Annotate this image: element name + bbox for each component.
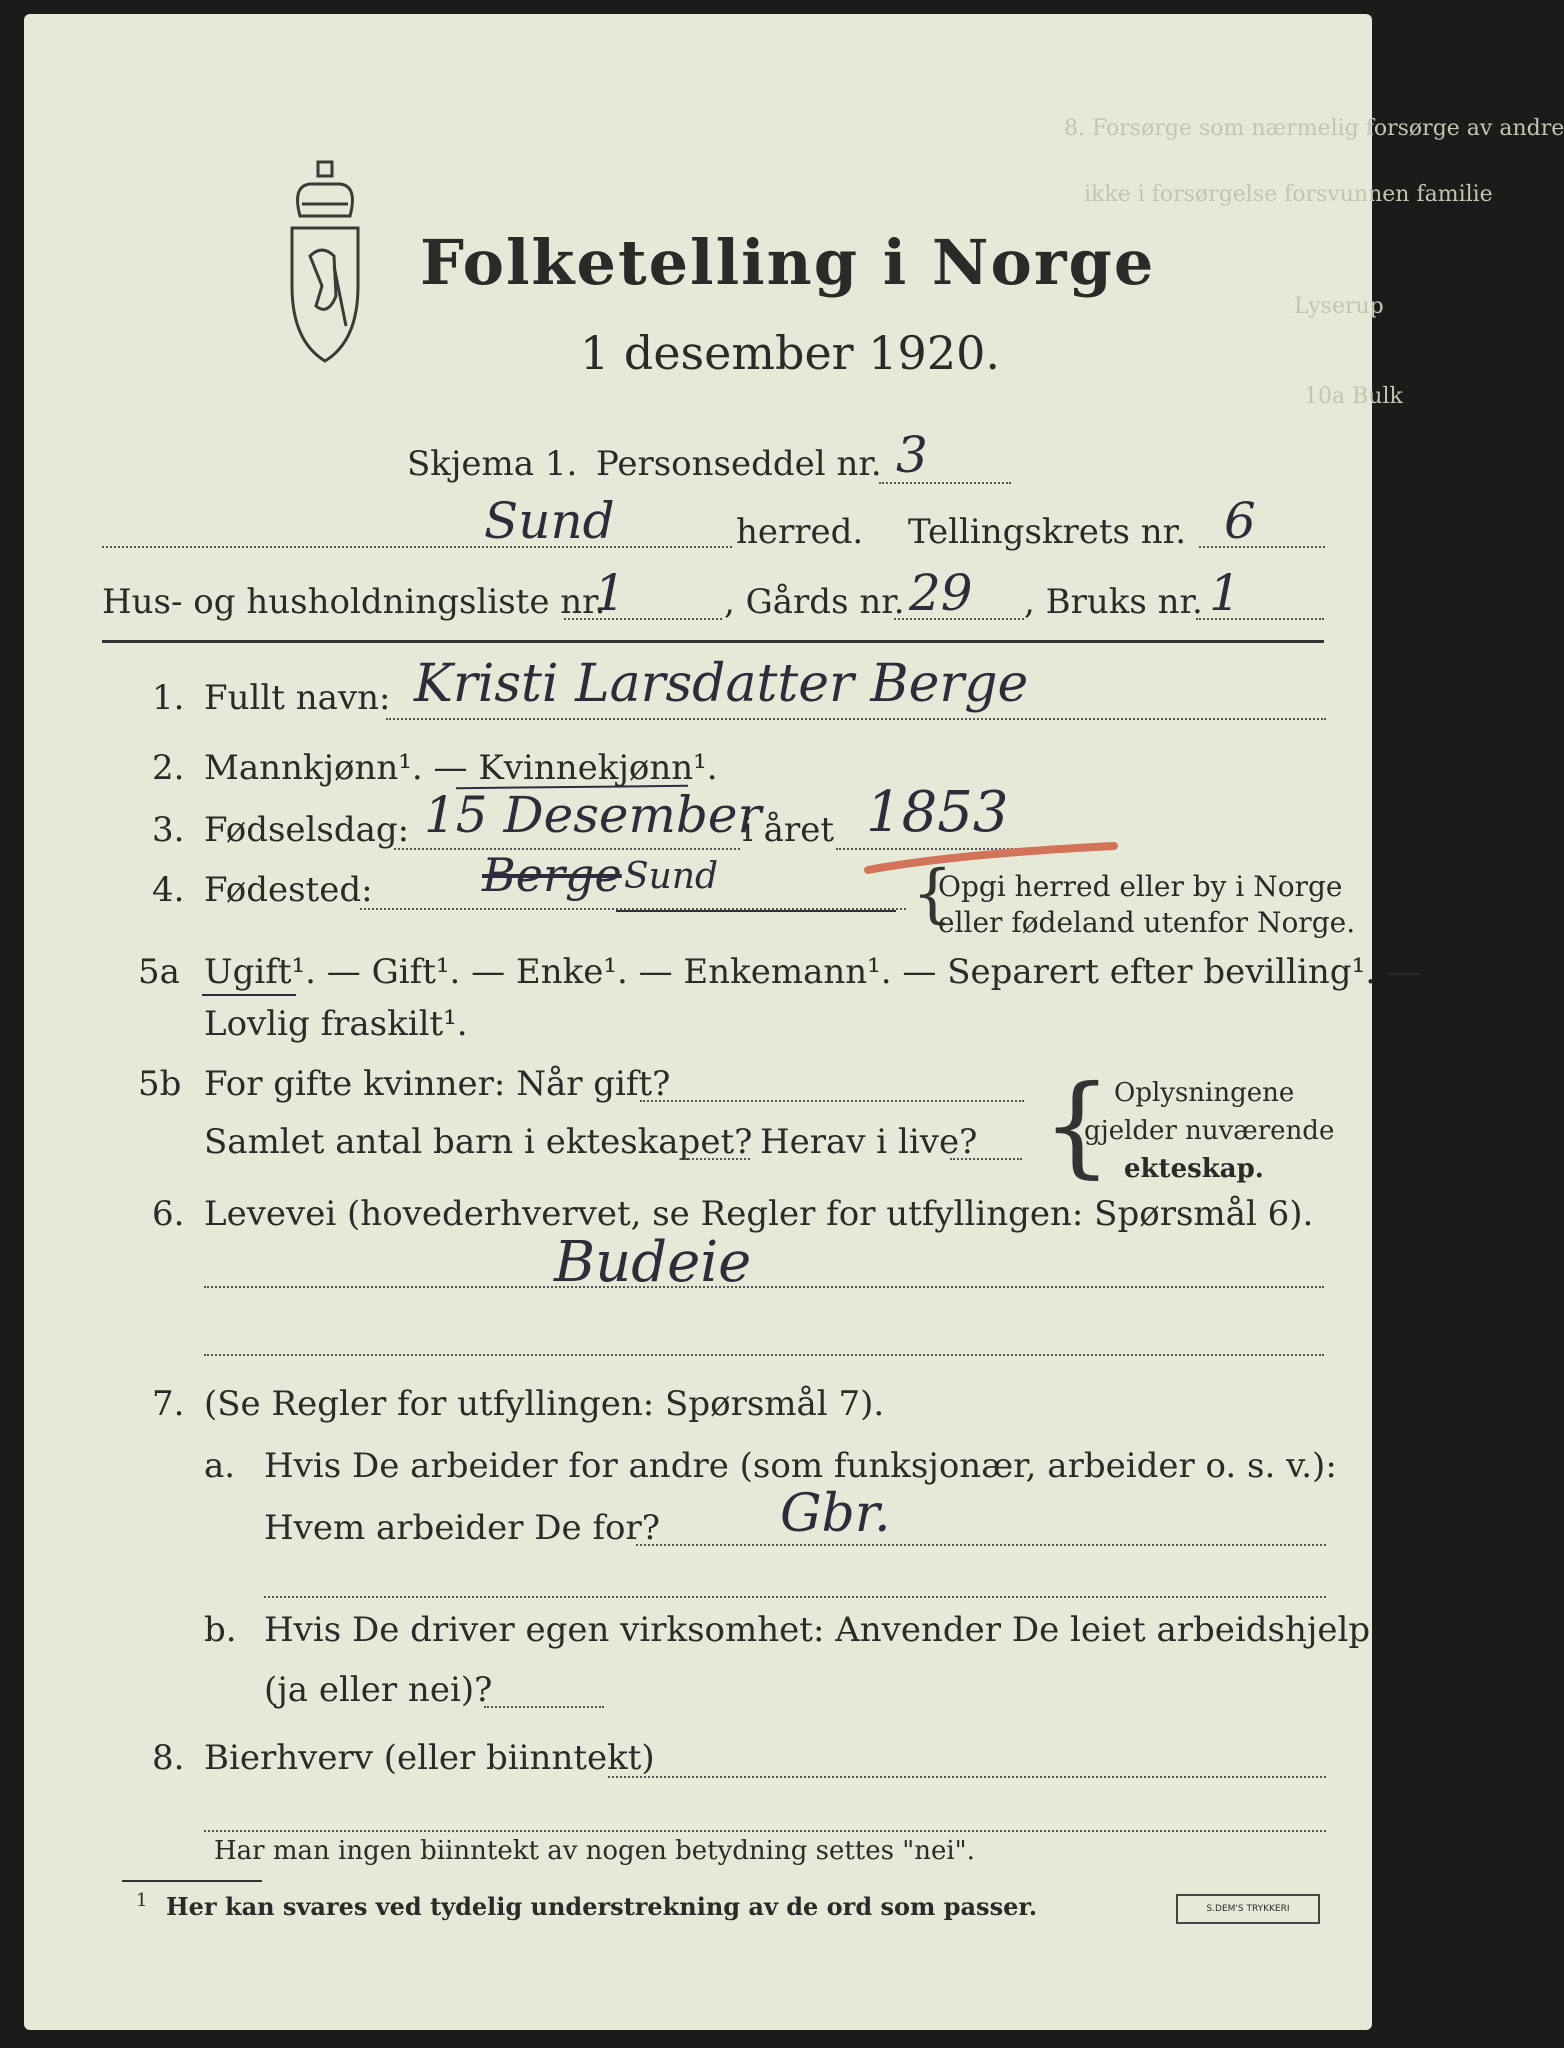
q7b-line2: (ja eller nei)? [264,1670,493,1710]
q5b-line2a: Samlet antal barn i ekteskapet? [204,1122,753,1162]
q8-number: 8. [152,1738,185,1778]
q6-value: Budeie [554,1230,752,1295]
husholdningsliste-label: Hus- og husholdningsliste nr. [102,582,606,622]
footnote-mark: 1 [136,1890,148,1911]
q7a-line1: Hvis De arbeider for andre (som funksjonær, arbeider o. s. v.): [264,1446,1337,1486]
q7b-line1: Hvis De driver egen virksomhet: Anvender De leiet arbeidshjelp [264,1610,1371,1650]
footnote-divider [122,1880,262,1882]
husholdningsliste-line [564,618,722,620]
q6-number: 6. [152,1194,185,1234]
herred-label: herred. [736,512,864,552]
q5b-alive-line [950,1158,1022,1160]
q1-label: Fullt navn: [204,678,391,718]
census-date: 1 desember 1920. [580,326,1000,380]
q5b-note1: Oplysningene [1114,1078,1295,1108]
bruks-label: , Bruks nr. [1024,582,1203,622]
q4-note-brace: { [912,857,953,931]
tellingskrets-label: Tellingskrets nr. [908,512,1187,552]
q5b-number: 5b [138,1064,182,1104]
bruks-value: 1 [1209,564,1241,622]
q5b-note2: gjelder nuværende [1084,1116,1335,1146]
q4-value-struck: Berge [482,848,622,902]
q7a-line-extra [264,1596,1326,1598]
personseddel-value: 3 [896,426,928,484]
q2-number: 2. [152,748,185,788]
q8-line1 [608,1776,1326,1778]
q1-line [386,718,1326,720]
q5b-note3: ekteskap. [1124,1154,1264,1184]
coat-of-arms-icon [282,156,368,366]
q7-label: (Se Regler for utfyllingen: Spørsmål 7). [204,1384,885,1424]
q3-day-value: 15 Desember [424,786,762,844]
bleed-through-text: 10a Bulk [1304,384,1403,409]
q7b-letter: b. [204,1610,237,1650]
q5b-married-line [640,1100,1024,1102]
q1-value: Kristi Larsdatter Berge [414,654,1029,714]
q7-number: 7. [152,1384,185,1424]
q8-label: Bierhverv (eller biinntekt) [204,1738,655,1778]
q5a-line2: Lovlig fraskilt¹. [204,1004,468,1044]
q4-note-line2: eller fødeland utenfor Norge. [938,906,1356,939]
ugift-underline [202,994,296,996]
q8-line2 [204,1830,1326,1832]
herred-value: Sund [484,492,615,550]
bleed-through-text: ikke i forsørgelse forsvunnen familie [1084,182,1493,207]
q7a-line [636,1544,1326,1546]
q7a-value: Gbr. [780,1484,891,1544]
q7a-letter: a. [204,1446,236,1486]
q4-value: Sund [624,856,719,897]
q3-year-label: i året [742,810,834,850]
printer-stamp: S.DEM'S TRYKKERI [1176,1894,1320,1924]
footnote-text: Her kan svares ved tydelig understrekning av de ord som passer. [166,1892,1038,1921]
q6-line1 [204,1286,1324,1288]
q4-value-underline [616,910,896,912]
q7b-line [484,1706,604,1708]
q5a-number: 5a [138,952,180,992]
schema-label: Skjema 1. [407,444,578,484]
q5b-line2b: Herav i live? [760,1122,978,1162]
q4-label: Fødested: [204,870,373,910]
bleed-through-text: Lyserup [1294,294,1384,319]
q5b-note-brace: { [1042,1061,1112,1189]
tellingskrets-line [1199,546,1325,548]
gards-label: , Gårds nr. [724,582,905,622]
bleed-through-text: 8. Forsørge som nærmelig forsørge av andre [1064,116,1564,141]
q3-year-value: 1853 [866,780,1009,845]
q3-label: Fødselsdag: [204,810,410,850]
q6-line2 [204,1354,1324,1356]
gards-value: 29 [909,564,973,622]
q5b-line1: For gifte kvinner: Når gift? [204,1064,671,1104]
husholdningsliste-value: 1 [594,564,626,622]
tellingskrets-value: 6 [1224,492,1256,550]
personseddel-label: Personseddel nr. [596,444,882,484]
q6-label: Levevei (hovederhvervet, se Regler for utfyllingen: Spørsmål 6). [204,1194,1314,1234]
q5a-line1: Ugift¹. — Gift¹. — Enke¹. — Enkemann¹. — Separert efter bevilling¹. — [204,952,1421,992]
q1-number: 1. [152,678,185,718]
q3-number: 3. [152,810,185,850]
herred-line [102,546,732,548]
q7a-line2: Hvem arbeider De for? [264,1508,660,1548]
q2-label: Mannkjønn¹. — Kvinnekjønn¹. [204,748,718,788]
header-divider [102,640,1324,643]
census-form [24,14,1564,2030]
footer-note: Har man ingen biinntekt av nogen betydning settes "nei". [214,1836,975,1866]
form-title: Folketelling i Norge [420,226,1156,299]
q4-number: 4. [152,870,185,910]
q5b-children-line [680,1158,750,1160]
q4-note-line1: Opgi herred eller by i Norge [938,870,1343,903]
